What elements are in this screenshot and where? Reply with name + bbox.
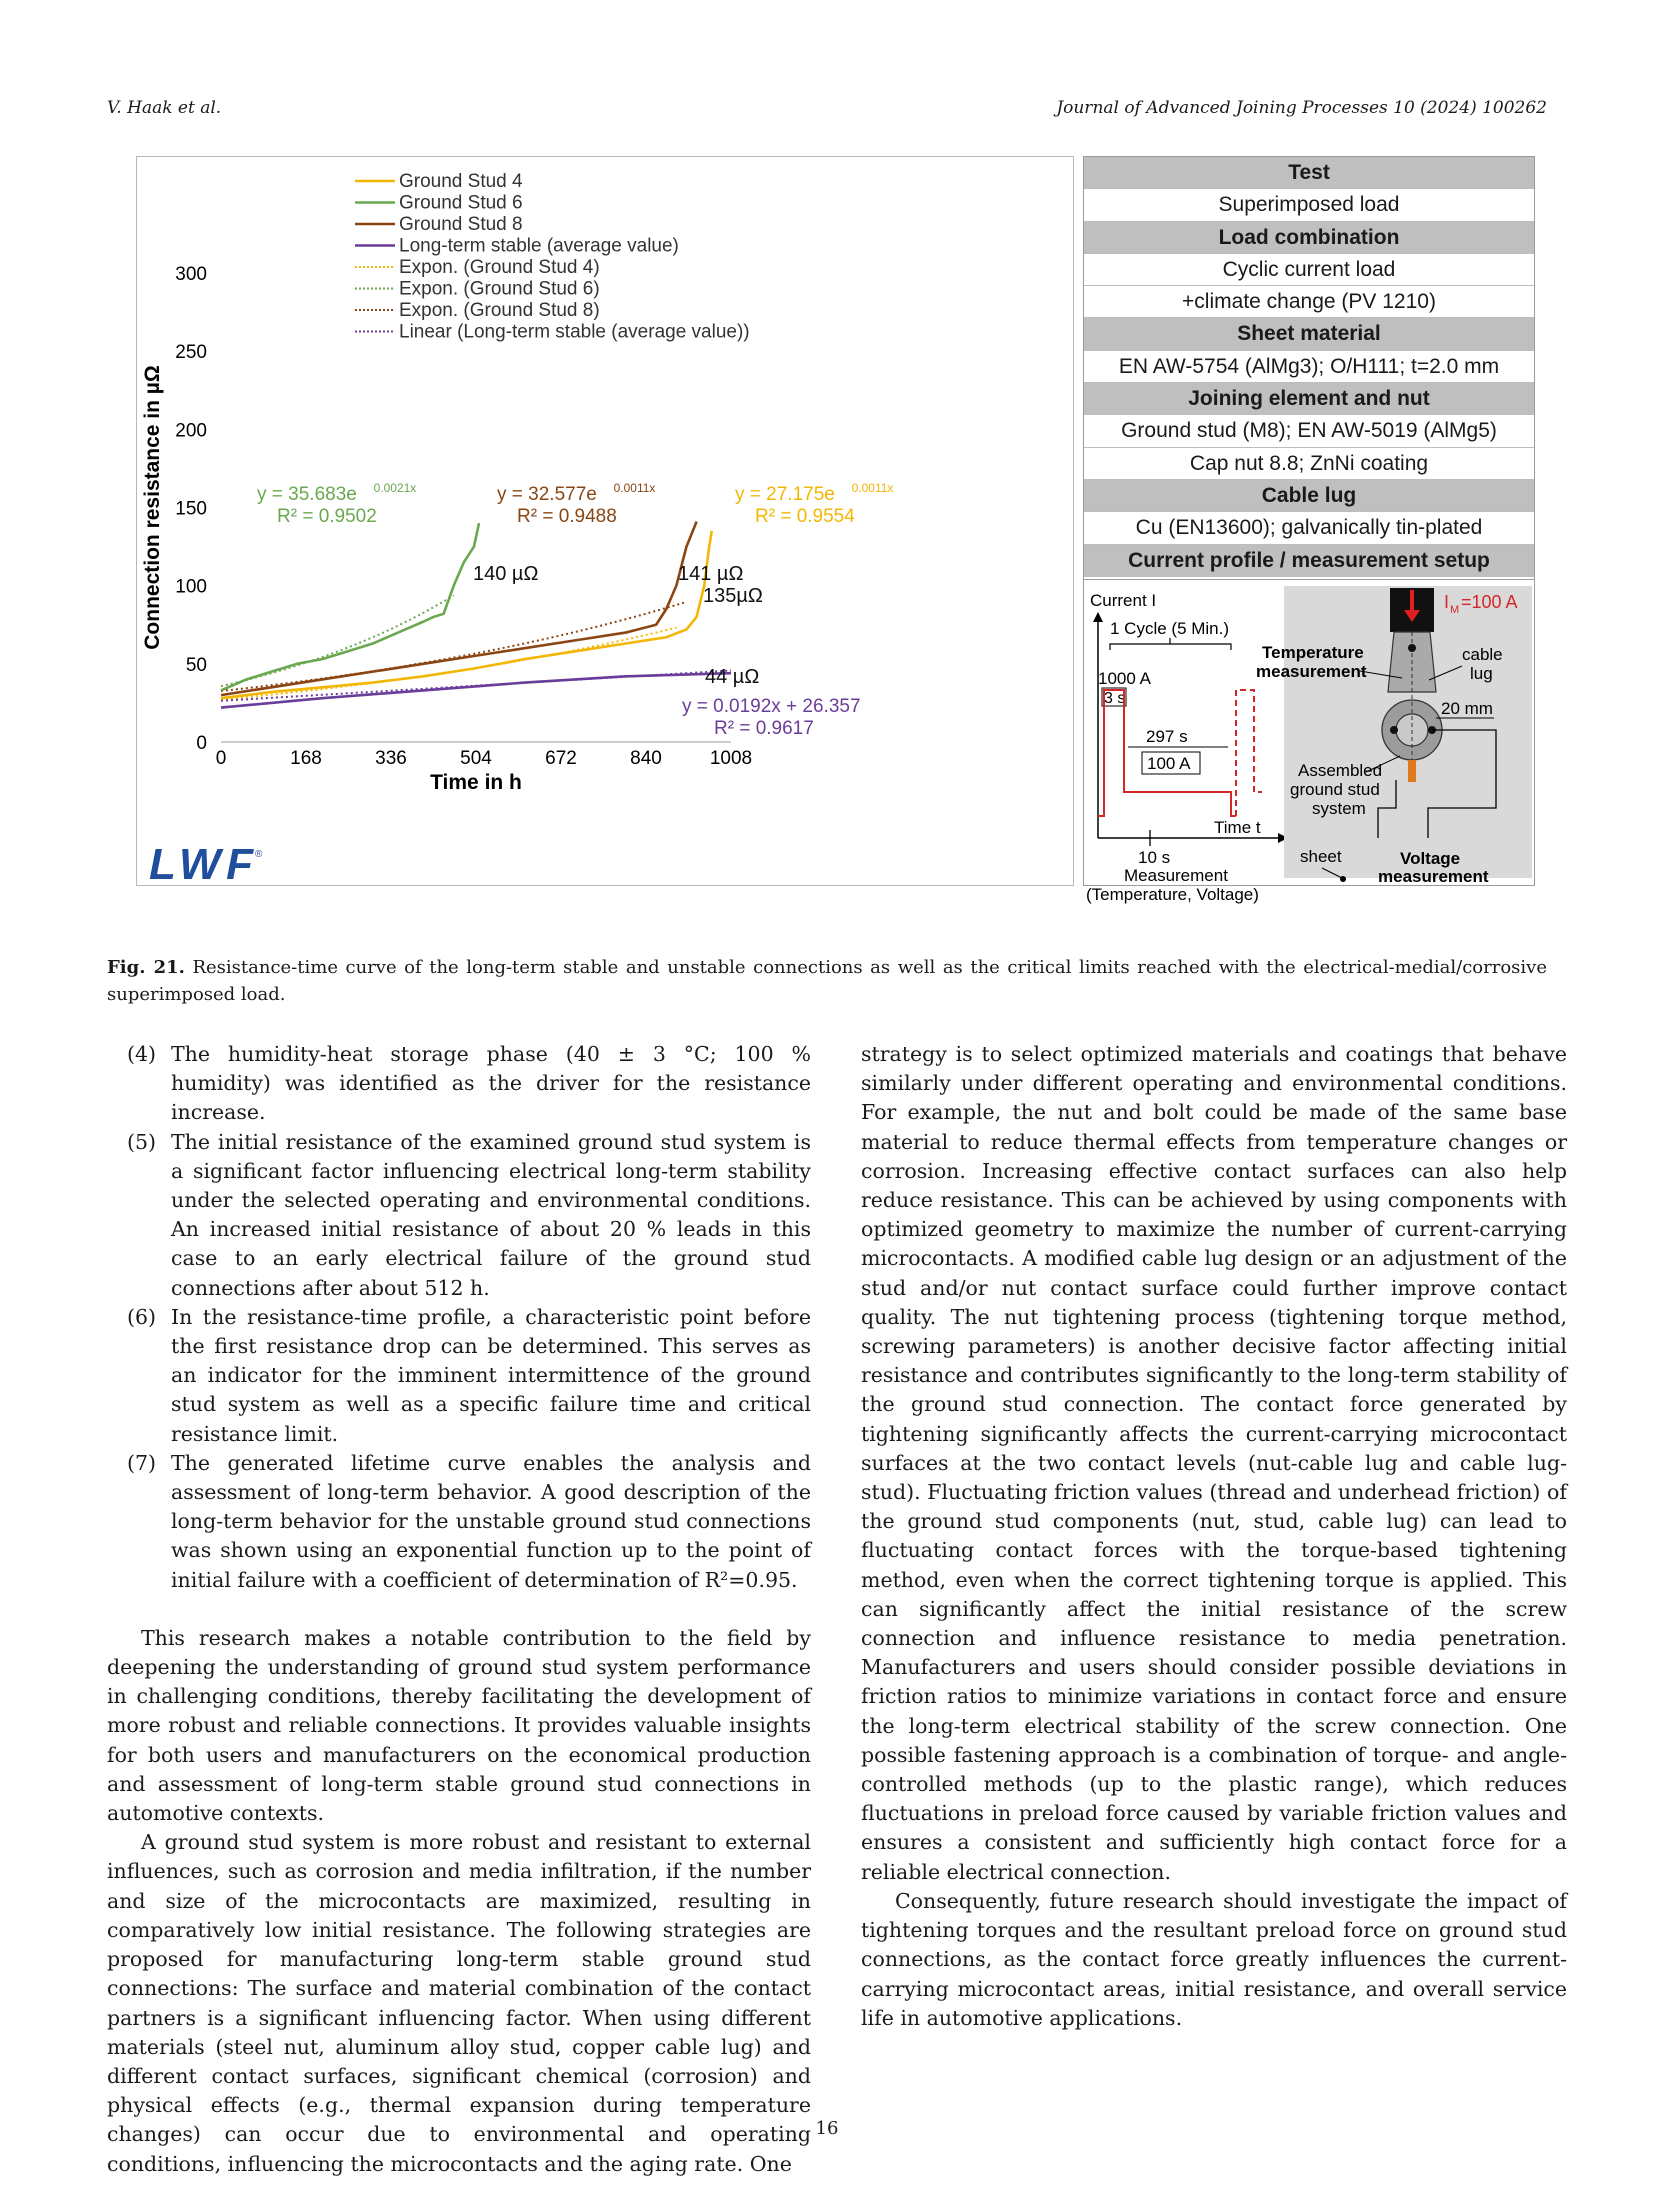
y-tick-label: 0 — [196, 733, 207, 754]
voltage-label-2: measurement — [1378, 867, 1489, 886]
table-header-row: Sheet material — [1084, 318, 1534, 350]
value-label: 140 µΩ — [473, 563, 539, 585]
right-paragraph-2: Consequently, future research should investigate the impact of tightening torques and the resultant preload force on ground stud connections, as the contact force greatly influences the current-carrying microcontact areas, initial resistance, and overall service life in automotive applications. — [861, 1888, 1567, 2030]
conclusion-item-text: The initial resistance of the examined ground stud system is a significant factor influencing electrical long-term stability under the selected operating and environmental conditions. An increased initial resistance of about 20 % leads in this case to an early electrical failure of the ground stud connections after about 512 h. — [171, 1129, 811, 1300]
schematic-svg — [1084, 580, 1536, 904]
conclusion-item-text: The generated lifetime curve enables the analysis and assessment of long-term behavior. A good description of the long-term behavior for the unstable ground stud connections was shown using an exponential function up to the point of initial failure with a coefficient of determination of R²=0.95. — [171, 1450, 811, 1592]
trend-r-squared: R² = 0.9554 — [755, 506, 855, 527]
trend-equation: y = 35.683e — [257, 484, 357, 505]
table-row: Cu (EN13600); galvanically tin-plated — [1084, 512, 1534, 544]
left-column — [107, 1040, 811, 2179]
im-label-prefix: I — [1444, 592, 1450, 612]
y-tick-label: 200 — [175, 420, 207, 442]
legend-entry: Ground Stud 8 — [399, 214, 523, 235]
right-column — [861, 1040, 1567, 2033]
lwf-logo — [149, 840, 263, 889]
conclusion-item — [107, 1128, 811, 1303]
series-line — [221, 522, 697, 696]
x-tick-label: 0 — [215, 748, 227, 769]
assembled-label-3: system — [1312, 799, 1366, 818]
current-axis-label: Current I — [1090, 591, 1157, 610]
table-header-row: Cable lug — [1084, 480, 1534, 512]
cable-lug-label-2: lug — [1470, 664, 1493, 683]
table-row: EN AW-5754 (AlMg3); O/H111; t=2.0 mm — [1084, 351, 1534, 383]
legend-entry: Expon. (Ground Stud 8) — [399, 300, 600, 321]
figure-caption-label: Fig. 21. — [107, 957, 185, 978]
legend-entry: Long-term stable (average value) — [399, 235, 679, 257]
x-axis-label: Time in h — [430, 771, 522, 794]
trend-exponent: 0.0011x — [613, 481, 656, 495]
current-profile-schematic — [1083, 580, 1535, 904]
low-period-label: 297 s — [1146, 727, 1188, 746]
value-label: 44 µΩ — [705, 666, 760, 688]
y-tick-label: 300 — [175, 264, 207, 285]
x-tick-label: 168 — [290, 748, 322, 769]
cycle-label: 1 Cycle (5 Min.) — [1110, 619, 1230, 638]
trend-r-squared: R² = 0.9502 — [277, 506, 377, 527]
conclusion-item-text: In the resistance-time profile, a characteristic point before the first resistance drop can be determined. This serves as an indicator for the imminent intermittence of the ground stud system as well as a specific failure time and critical resistance limit. — [171, 1304, 811, 1446]
legend-entry: Ground Stud 4 — [399, 171, 523, 192]
conclusion-item-number: (5) — [127, 1129, 157, 1154]
conclusion-item-number: (4) — [127, 1042, 157, 1066]
im-label-sub: M — [1450, 604, 1460, 616]
temperature-label-1: Temperature — [1262, 643, 1364, 662]
table-header-row: Test — [1084, 157, 1534, 189]
temperature-label-2: measurement — [1256, 662, 1367, 681]
figure-caption — [107, 954, 1547, 1008]
conclusion-item — [107, 1040, 811, 1128]
left-paragraph-2: A ground stud system is more robust and resistant to external influences, such as corrosion and media infiltration, if the number and size of the microcontacts are maximized, resulting in comparatively low initial resistance. The following strategies are proposed for manufacturing long-term stable ground stud connections: The surface and material combination of the contact partners is a significant influencing factor. When using different materials (steel nut, aluminum alloy stud, copper cable lug) and different contact surfaces, significant chemical (corrosion) and physical effects (e.g., thermal expansion during temperature changes) can occur due to environmental and operating conditions, influencing the microcontacts and the aging rate. One — [107, 1830, 811, 2176]
table-row: Cap nut 8.8; ZnNi coating — [1084, 448, 1534, 480]
im-label-value: =100 A — [1461, 592, 1518, 612]
x-tick-label: 336 — [375, 748, 407, 769]
value-label: 141 µΩ — [678, 563, 744, 585]
chart-svg — [137, 157, 1075, 887]
time-axis-label: Time t — [1214, 818, 1261, 837]
page-number: 16 — [815, 2118, 839, 2139]
legend-entry: Linear (Long-term stable (average value)) — [399, 321, 750, 343]
right-paragraph-1: strategy is to select optimized materials and coatings that behave similarly under different operating and environmental conditions. For example, the nut and bolt could be made of the same base material to reduce thermal effects from temperature changes or corrosion. Increasing effective contact surfaces can also help reduce resistance. This can be achieved by using components with optimized geometry to maximize the number of current-carrying microcontacts. A modified cable lug design or an adjustment of the stud and/or nut contact surface could further improve contact quality. The nut tightening process (tightening torque method, screwing parameters) is another decisive factor affecting initial resistance and contributes significantly to the long-term stability of the ground stud connection. The contact force generated by tightening significantly affects the current-carrying microcontact surfaces at the two contact levels (nut-cable lug and cable lug-stud). Fluctuating friction values (thread and underhead friction) of the ground stud components (nut, stud, cable lug) can lead to fluctuating contact forces with the torque-based tightening method, even when the correct tightening torque is applied. This can significantly affect the initial resistance of the screw connection and influence resistance to media penetration. Manufacturers and users should consider possible deviations in friction ratios to minimize variations in contact force and ensure the long-term electrical stability of the screw connection. One possible fastening approach is a combination of torque- and angle-controlled methods (up to the plastic range), which reduces fluctuations in preload force caused by variable friction values and ensures a consistent and sufficiently high contact force for a reliable electrical connection. — [861, 1042, 1567, 1884]
table-header-row: Current profile / measurement setup — [1084, 545, 1534, 577]
lwf-logo-mark: ® — [255, 849, 263, 860]
table-header-row: Joining element and nut — [1084, 383, 1534, 415]
x-tick-label: 840 — [630, 748, 662, 769]
trendline — [221, 595, 454, 686]
y-axis-label: Connection resistance in µΩ — [141, 365, 164, 650]
sheet-label: sheet — [1300, 847, 1342, 866]
lwf-logo-text: LWF — [149, 840, 253, 889]
y-tick-label: 100 — [175, 576, 207, 598]
measurement-label-1: Measurement — [1124, 866, 1228, 885]
trend-exponent: 0.0021x — [373, 481, 417, 495]
trend-r-squared: R² = 0.9488 — [517, 506, 617, 527]
running-header-journal: Journal of Advanced Joining Processes 10 (2024) 100262 — [1056, 98, 1547, 118]
x-tick-label: 1008 — [709, 748, 753, 769]
low-current-label: 100 A — [1147, 754, 1191, 773]
conclusion-list — [107, 1040, 811, 1595]
assembled-label-1: Assembled — [1298, 761, 1383, 780]
y-tick-label: 250 — [175, 342, 207, 364]
table-row: Ground stud (M8); EN AW-5019 (AlMg5) — [1084, 415, 1534, 447]
x-tick-label: 504 — [460, 748, 492, 769]
distance-label: 20 mm — [1441, 699, 1493, 718]
conclusion-item-text: The humidity-heat storage phase (40 ± 3 °C; 100 % humidity) was identified as the driver for the resistance increase. — [171, 1042, 811, 1125]
figure-caption-text: Resistance-time curve of the long-term stable and unstable connections as well as the critical limits reached with the electrical-medial/corrosive superimposed load. — [107, 957, 1547, 1005]
measurement-label-2: (Temperature, Voltage) — [1086, 885, 1259, 904]
conclusion-item-number: (6) — [127, 1304, 157, 1329]
table-header-row: Load combination — [1084, 222, 1534, 254]
conclusion-item — [107, 1303, 811, 1449]
left-paragraph-1: This research makes a notable contribution to the field by deepening the understanding of ground stud system performance in challenging conditions, thereby facilitating the development of more robust and reliable connections. It provides valuable insights for both users and manufacturers on the economical production and assessment of long-term stable ground stud connections in automotive contexts. — [107, 1625, 811, 1826]
conclusion-item — [107, 1449, 811, 1595]
table-row: Superimposed load — [1084, 189, 1534, 221]
legend-entry: Ground Stud 6 — [399, 192, 523, 214]
table-row: Cyclic current load — [1084, 254, 1534, 286]
legend-entry: Expon. (Ground Stud 4) — [399, 257, 600, 278]
cable-lug-label-1: cable — [1462, 645, 1503, 664]
resistance-time-chart — [136, 156, 1074, 889]
value-label: 135µΩ — [703, 585, 763, 607]
x-tick-label: 672 — [545, 748, 577, 769]
pulse-label: 3 s — [1104, 690, 1126, 707]
assembled-label-2: ground stud — [1290, 780, 1380, 799]
trend-equation: y = 0.0192x + 26.357 — [682, 696, 861, 717]
test-parameters-table — [1083, 156, 1535, 580]
table-row: +climate change (PV 1210) — [1084, 286, 1534, 318]
trend-r-squared: R² = 0.9617 — [714, 718, 814, 739]
trend-equation: y = 32.577e — [497, 484, 597, 505]
running-header-authors: V. Haak et al. — [107, 98, 222, 118]
meas-interval-label: 10 s — [1138, 848, 1171, 867]
y-tick-label: 50 — [185, 654, 207, 676]
series-line — [221, 523, 479, 690]
voltage-label-1: Voltage — [1400, 849, 1461, 868]
conclusion-item-number: (7) — [127, 1450, 157, 1475]
high-current-label: 1000 A — [1098, 669, 1151, 688]
y-tick-label: 150 — [175, 498, 207, 520]
trend-equation: y = 27.175e — [735, 484, 835, 505]
trend-exponent: 0.0011x — [851, 481, 894, 495]
legend-entry: Expon. (Ground Stud 6) — [399, 278, 600, 300]
